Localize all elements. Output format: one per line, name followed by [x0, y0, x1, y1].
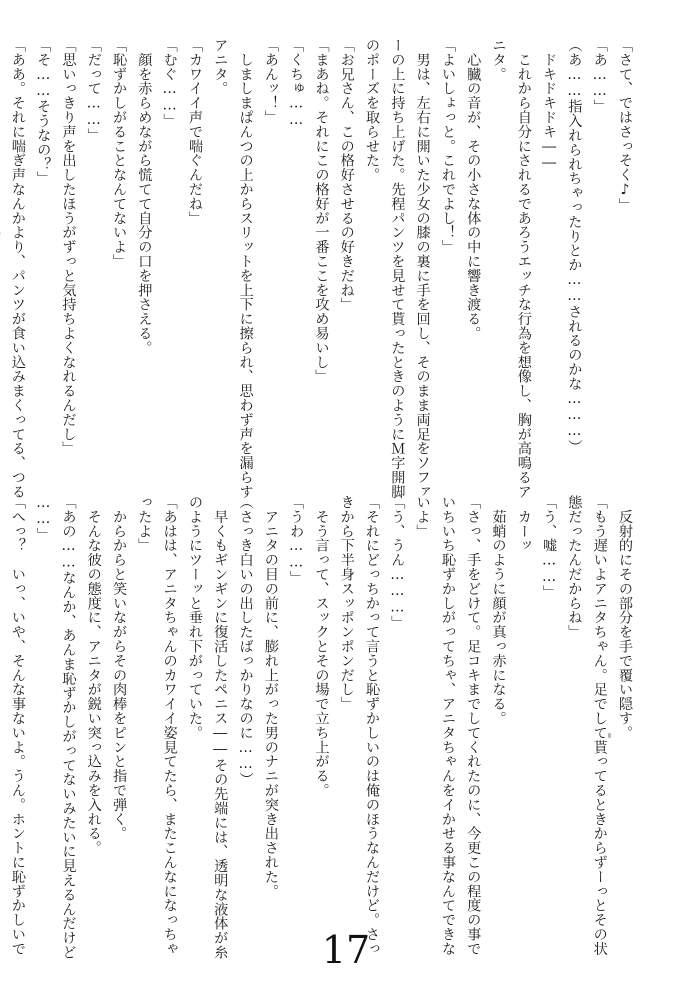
- text-line: いよ」: [414, 495, 431, 539]
- text-line: ったよ」: [136, 495, 153, 553]
- text-line: 反射的にその部分を手で覆い隠す。: [617, 495, 633, 740]
- text-line: 「よいしょっと。これでよし！」: [439, 38, 456, 254]
- text-line: 「あの……なんか、あんま恥ずかしがってないみたいに見えるんだけど: [60, 495, 77, 960]
- text-line: 「それにどっちかって言うと恥ずかしいのは俺のほうなんだけど。さっ: [364, 495, 381, 956]
- text-line: 「お兄さん、この格好させるの好きだね」: [338, 38, 355, 312]
- text-line: 「恥ずかしがることなんてないよ」: [111, 38, 128, 269]
- text-line: からからと笑いながらその肉棒をピンと指で弾く。: [111, 495, 128, 841]
- text-line: アニタ。: [212, 38, 229, 96]
- text-line: 心臓の音が、その小さな体の中に響き渡る。: [465, 38, 482, 341]
- text-line: 「あんッ！」: [262, 38, 279, 125]
- text-line: アニタの目の前に、膨れ上がった男のナニが突き出された。: [262, 495, 279, 899]
- text-line: 態だったんだからね」: [566, 495, 583, 639]
- text-line: 「だって……」: [85, 38, 102, 143]
- print-speck: [608, 733, 611, 738]
- text-line: 「むぐ……」: [161, 38, 178, 128]
- text-line: しましまぱんつの上からスリットを上下に擦られ、思わず声を漏らす: [237, 38, 254, 499]
- text-line: [0, 38, 5, 463]
- text-line: 「へっ？ いっ、いや、そんな事ないよ。うん。ホントに恥ずかしいで: [9, 495, 26, 956]
- text-line: そう言って、スックとその場で立ち上がる。: [313, 495, 330, 798]
- upper-text-block: [9, 38, 637, 499]
- text-line: のポーズを取らせた。: [364, 38, 381, 182]
- text-line: ……」: [35, 495, 52, 542]
- text-line: 顔を赤らめながら慌てて自分の口を押さえる。: [136, 38, 153, 355]
- text-line: 「もう遅いよアニタちゃん。足でして貰ってるときからずーっとその状: [591, 495, 608, 956]
- text-line: 「う、嘘……」: [541, 495, 558, 600]
- text-line: 「ああ。それに喘ぎ声なんかより、パンツが食い込みまくってる、つる: [9, 38, 26, 499]
- text-line: 「まあね。それにこの格好が一番ここを攻め易いし」: [313, 38, 330, 384]
- text-line: 「くちゅ……: [288, 38, 305, 128]
- text-line: のようにツーッと垂れ下がっていた。: [186, 495, 203, 740]
- text-line: （さっき白いの出したばっかりなのに……）: [237, 495, 254, 787]
- text-line: 「う、うん………」: [389, 495, 406, 630]
- text-line: カーッ: [515, 495, 532, 553]
- text-line: 男は、左右に開いた少女の膝の裏に手を回し、そのまま両足をソファ: [414, 38, 431, 499]
- text-line: ニタ。: [490, 38, 507, 82]
- text-line: 「さっ、手をどけて。足コキまでしてくれたのに、今更この程度の事で: [465, 495, 482, 956]
- text-line: 早くもギンギンに復活したペニス――その先端には、透明な液体が糸: [212, 495, 229, 960]
- text-line: これから自分にされるであろうエッチな行為を想像し、胸が高鳴るア: [515, 38, 532, 499]
- text-line: [0, 495, 5, 920]
- text-line: ドキドキドキ――: [541, 38, 558, 172]
- text-line: そんな彼の態度に、アニタが鋭い突っ込みを入れる。: [85, 495, 102, 855]
- text-line: 「あ……」: [591, 38, 608, 114]
- text-line: 「思いっきり声を出したほうがずっと気持ちよくなれるんだし」: [60, 38, 77, 456]
- text-line: 「あはは、アニタちゃんのカワイイ姿見てたら、またこんなになっちゃ: [161, 495, 178, 956]
- text-line: 「カワイイ声で喘ぐんだね」: [186, 38, 203, 226]
- text-line: 「さて、ではさっそく♪」: [617, 38, 633, 213]
- text-line: （あ……指入れられちゃったりとか……されるのかな………）: [566, 38, 583, 454]
- text-line: ーの上に持ち上げた。先程パンツを見せて貰ったときのようにＭ字開脚: [389, 38, 406, 499]
- text-line: きから下半身スッポンポンだし」: [338, 495, 355, 711]
- page-number: 17: [321, 928, 371, 972]
- text-line: いちいち恥ずかしがってちゃ、アニタちゃんをイかせる事なんてできな: [439, 495, 456, 956]
- text-line: 茹蛸のように顔が真っ赤になる。: [490, 495, 507, 726]
- text-line: 「うわ……」: [288, 495, 305, 585]
- text-line: 「そ……そうなの？」: [35, 38, 52, 186]
